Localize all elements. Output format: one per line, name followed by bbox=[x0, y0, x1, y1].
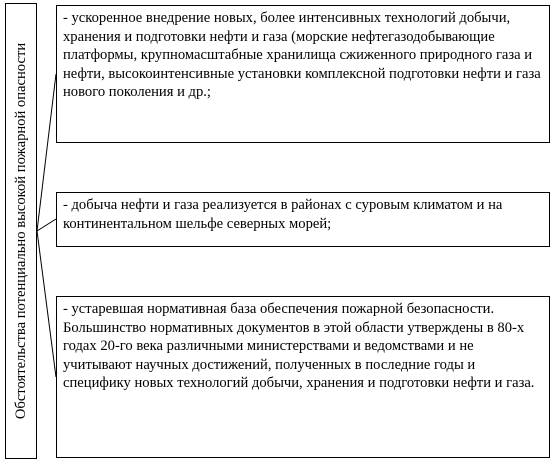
text-box-3: - устаревшая нормативная база обеспечения пожарной безопасности. Большинство нормативных документов в этой области утверждены в 80-х годах 20-го века различными министерствами и ведомствами и не учитывают научных достижений, полученных в последние годы и специфику новых технологий добычи, хранения и подготовки нефти и газа. bbox=[56, 296, 550, 458]
text-box-2: - добыча нефти и газа реализуется в районах с суровым климатом и на континентальном шельфе северных морей; bbox=[56, 192, 550, 247]
connector-line-1 bbox=[37, 74, 56, 231]
vertical-label: Обстоятельства потенциально высокой пожарной опасности bbox=[13, 42, 29, 420]
vertical-label-box bbox=[5, 3, 37, 459]
connector-line-3 bbox=[37, 231, 56, 377]
text-box-1: - ускоренное внедрение новых, более интенсивных технологий добычи, хранения и подготовки нефти и газа (морские нефтегазодобывающие платформы, крупномасштабные хранилища сжиженного природного газа и нефти, высокоинтенсивные установки комплексной подготовки нефти и газа нового поколения и др.; bbox=[56, 5, 550, 143]
connector-line-2 bbox=[37, 219, 56, 231]
